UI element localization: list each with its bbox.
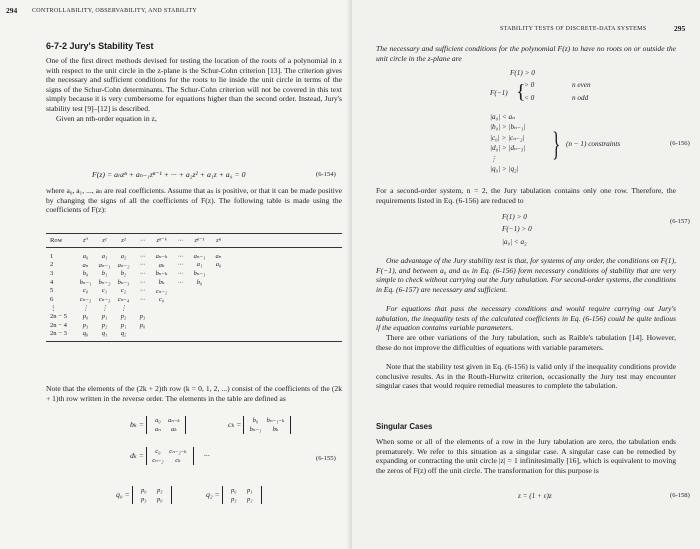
det-q2-cell: p₁: [246, 487, 253, 494]
det-d-k: [130, 447, 210, 465]
table-cell: [209, 321, 228, 330]
table-cell: a₁: [196, 261, 203, 269]
table-cell: ···: [178, 252, 183, 260]
table-cell: ···: [178, 261, 183, 269]
constraint-line: |b₀| > |bₙ₋₁|: [490, 123, 526, 132]
det-c-cell: b₀: [252, 417, 259, 424]
table-cell: [209, 295, 228, 304]
table-cell: 5: [50, 287, 54, 295]
det-q0-cell: p₃: [156, 487, 163, 494]
det-d-cell: c₀: [155, 448, 161, 455]
det-d-cell: cₙ₋₂: [152, 457, 164, 464]
equation-number-6-158: (6-158): [670, 492, 690, 499]
det-b-cell: a₀: [155, 417, 161, 424]
table-row: [50, 269, 228, 278]
reverse-order-paragraph: Note that the elements of the (2k + 2)th row (k = 0, 1, 2, ...) consist of the coefficients of the (2k + 1)th row written in the reverse order. The elements in the table are defined as: [46, 384, 342, 403]
table-row: [50, 295, 228, 304]
table-cell: c₂: [120, 287, 127, 295]
table-cell: aₖ: [158, 261, 165, 269]
singular-cases-heading: Singular Cases: [376, 422, 433, 431]
table-cell: ···: [178, 278, 183, 286]
table-cell: ⋮: [50, 304, 57, 312]
table-cell: p₁: [120, 321, 127, 329]
condition-fminus1-even: > 0: [524, 81, 535, 89]
table-cell: b₁: [101, 269, 108, 277]
table-header-cell: zⁿ⁻¹: [194, 237, 205, 245]
table-cell: ···: [140, 287, 145, 295]
table-cell: [190, 295, 209, 304]
constraint-line: |d₀| > |dₙ₋₃|: [490, 144, 526, 153]
table-cell: [171, 295, 190, 304]
det-c-cell: bₙ₋₁₋ₖ: [266, 417, 285, 424]
table-cell: [171, 329, 190, 338]
conditions-intro: The necessary and sufficient conditions for the polynomial F(z) to have no roots on or outside the unit circle in the z-plane are: [376, 44, 676, 63]
table-cell: b₂: [120, 269, 127, 277]
det-ellipsis: ···: [203, 450, 210, 460]
table-cell: p₂: [101, 321, 108, 329]
table-cell: [190, 321, 209, 330]
table-cell: cₙ₋₂: [155, 287, 168, 295]
constraint-list: [490, 112, 525, 174]
table-cell: [190, 286, 209, 295]
table-cell: 6: [50, 295, 54, 303]
table-cell: a₁: [101, 252, 108, 260]
table-row: [50, 321, 228, 330]
table-cell: bₙ₋₂: [98, 279, 111, 287]
det-d-matrix: [146, 447, 194, 465]
det-q2-matrix: [222, 486, 262, 504]
table-cell: [209, 312, 228, 321]
table-cell: ···: [178, 269, 183, 277]
table-cell: [152, 321, 171, 330]
table-cell: [133, 304, 152, 313]
table-cell: p₃: [82, 321, 89, 329]
table-cell: ···: [140, 269, 145, 277]
table-cell: [152, 304, 171, 313]
running-head-right: STABILITY TESTS OF DISCRETE-DATA SYSTEMS: [500, 26, 647, 32]
jury-table-body: [50, 252, 228, 338]
constraint-line: |a₀| < aₙ: [490, 113, 515, 121]
condition-fminus1-odd-note: n odd: [572, 94, 589, 102]
equation-6-154: F(z) = aₙzⁿ + aₙ₋₁zⁿ⁻¹ + ··· + a₂z² + a₁z + a₀ = 0: [92, 170, 246, 179]
table-cell: c₀: [158, 295, 165, 303]
table-cell: q₂: [120, 330, 127, 338]
table-cell: ···: [140, 278, 145, 286]
table-cell: [171, 312, 190, 321]
table-cell: cₙ₋₄: [117, 296, 130, 304]
det-d-cell: cₙ₋₂₋ₖ: [169, 448, 187, 455]
running-head-left: CONTROLLABILITY, OBSERVABILITY, AND STABILITY: [32, 8, 198, 14]
table-cell: p₁: [101, 312, 108, 320]
table-cell: aₙ₋₁: [193, 253, 206, 261]
det-q2-cell: p₃: [230, 496, 237, 503]
table-cell: p₂: [120, 312, 127, 320]
det-q0-matrix: [132, 486, 172, 504]
table-cell: a₀: [215, 261, 222, 269]
intro-paragraph: [46, 56, 342, 123]
det-q2-cell: p₀: [230, 487, 237, 494]
para1-text: One of the first direct methods devised for testing the location of the roots of a polynomial in z with respect to the unit circle in the z-plane is the Schur-Cohn criterion [13]. The criterion gives the necessary and sufficient conditions for the roots to lie inside the unit circle in terms of the signs of the Schur-Cohn determinants. The Schur-Cohn criterion will not be covered in this text simply because it is very cumbersome for equations higher than the second order. Instead, Jury's stability test [9]–[12] is described.: [46, 56, 342, 113]
table-header-cell: zⁿ: [216, 236, 221, 244]
table-cell: 4: [50, 278, 54, 286]
table-cell: ···: [140, 295, 145, 303]
det-b-lhs: bₖ =: [130, 419, 144, 429]
table-cell: aₙ₋₁: [98, 261, 111, 269]
condition-fminus1-odd: < 0: [524, 94, 535, 102]
table-cell: [190, 329, 209, 338]
table-cell: bₙ₋₃: [117, 279, 130, 287]
table-cell: c₀: [82, 287, 89, 295]
table-row: [50, 312, 228, 321]
table-cell: [209, 329, 228, 338]
equation-number-6-155: (6-155): [316, 455, 336, 462]
table-cell: [171, 304, 190, 313]
constraint-line: |q₀| > |q₂|: [490, 165, 519, 174]
second-order-paragraph: For a second-order system, n = 2, the Jury tabulation contains only one row. Therefore, the requirements listed in Eq. (6-156) are reduced to: [376, 186, 676, 205]
eq157-line3: |a₀| < a₂: [502, 238, 527, 246]
page-number-right: 295: [674, 24, 686, 33]
table-row: [50, 286, 228, 295]
det-c-cell: bₙ₋₁: [249, 426, 262, 433]
table-row: [50, 304, 228, 313]
table-cell: a₂: [120, 252, 127, 260]
table-cell: 2: [50, 261, 54, 269]
det-b-k: [130, 416, 186, 434]
table-cell: ⋮: [82, 304, 89, 312]
table-cell: [209, 304, 228, 313]
condition-fminus1-even-note: n even: [572, 81, 591, 89]
det-b-matrix: [146, 416, 186, 434]
det-c-cell: bₖ: [272, 426, 279, 433]
table-cell: [209, 269, 228, 278]
det-c-k: [228, 416, 291, 434]
table-cell: [171, 321, 190, 330]
det-q0-cell: p₃: [140, 496, 147, 503]
det-q2-lhs: q₂ =: [206, 489, 220, 499]
det-q0-cell: p₀: [140, 487, 147, 494]
table-header-cell: Row: [50, 236, 63, 244]
det-b-cell: aₖ: [171, 426, 177, 433]
condition-brace: {: [516, 81, 526, 103]
table-cell: q₀: [82, 330, 89, 338]
condition-fminus1-lhs: F(−1): [490, 89, 508, 97]
constraint-line: ⋮: [490, 154, 498, 163]
table-header-cell: ···: [178, 236, 183, 244]
table-row: [50, 261, 228, 270]
page-number-left: 294: [6, 6, 18, 15]
advantage-paragraph: One advantage of the Jury stability test is that, for systems of any order, the conditions on F(1), F(−1), and between a₀ and aₙ in Eq. (6-156) form necessary conditions of stability that are very simple to check without carrying out the Jury tabulation. For second-order systems, the conditions in Eq. (6-157) are necessary and sufficient.: [376, 256, 676, 294]
table-cell: [171, 286, 190, 295]
table-cell: b₀: [196, 278, 203, 286]
table-cell: cₙ₋₂: [79, 296, 92, 304]
det-b-cell: aₙ₋ₖ: [167, 417, 180, 424]
table-cell: p₃: [139, 312, 146, 320]
constraints-brace: }: [552, 126, 561, 163]
table-cell: [133, 329, 152, 338]
table-row: [50, 329, 228, 338]
det-q2-cell: p₂: [246, 496, 253, 503]
table-cell: b₀: [82, 269, 89, 277]
table-header-cell: zⁿ⁻ᵏ: [156, 237, 167, 245]
table-header-cell: z⁰: [82, 237, 89, 245]
det-d-cell: cₖ: [175, 457, 181, 464]
table-row: [50, 252, 228, 261]
equation-6-158: z = (1 + ε)z: [518, 492, 552, 500]
constraints-label: (n − 1) constraints: [566, 140, 621, 148]
table-cell: ⋮: [120, 304, 127, 312]
equation-number-6-154: (6-154): [316, 171, 336, 178]
table-cell: p₀: [82, 312, 89, 320]
table-cell: a₀: [82, 252, 89, 260]
table-header-cell: ···: [140, 236, 145, 244]
table-cell: [209, 278, 228, 287]
table-cell: bₙ₋₁: [79, 279, 92, 287]
det-q0-cell: p₀: [156, 496, 163, 503]
table-cell: [152, 312, 171, 321]
table-bottom-rule: [46, 341, 342, 342]
table-cell: 2n − 5: [50, 312, 67, 320]
table-header-rule: [46, 247, 342, 248]
table-header-cell: z²: [121, 236, 126, 244]
table-cell: aₙ₋₂: [117, 261, 130, 269]
table-cell: [209, 286, 228, 295]
table-cell: ···: [140, 261, 145, 269]
table-cell: 2n − 4: [50, 321, 67, 329]
det-q0-lhs: q₀ =: [116, 489, 130, 499]
table-cell: c₁: [101, 287, 108, 295]
variable-parameters-paragraph: For equations that pass the necessary conditions and would require carrying out Jury's tabulation, the inequality tests of the calculated coefficients in Eq. (6-156) could be quite tedious if the equation contains variable parameters.: [376, 304, 676, 333]
table-cell: aₙ₋ₖ: [155, 253, 168, 261]
table-cell: 1: [50, 252, 54, 260]
singular-cases-paragraph: When some or all of the elements of a row in the Jury tabulation are zero, the tabulation ends prematurely. We refer to this situation as a singular case. A singular case can be remedied by expanding or contracting the unit circle |z| = 1 infinitesimally [16], which is equivalent to moving the zeros of F(z) off the unit circle. The transformation for this purpose is: [376, 437, 676, 475]
det-b-cell: aₙ: [154, 426, 161, 433]
table-top-rule: [46, 233, 342, 234]
table-cell: cₙ₋₃: [98, 296, 111, 304]
equation-number-6-156: (6-156): [670, 140, 690, 147]
table-cell: ···: [140, 252, 145, 260]
table-cell: aₙ: [215, 253, 222, 261]
condition-f1: F(1) > 0: [510, 69, 535, 77]
para1-tail: Given an nth-order equation in z,: [56, 113, 157, 123]
det-q2: [206, 486, 262, 504]
table-cell: 3: [50, 269, 54, 277]
det-c-matrix: [243, 416, 291, 434]
table-cell: 2n − 3: [50, 330, 67, 338]
det-q0: [116, 486, 172, 504]
table-header-cell: z¹: [102, 236, 107, 244]
table-cell: p₀: [139, 321, 146, 329]
table-cell: bₖ: [158, 279, 165, 287]
right-page: [352, 0, 700, 549]
table-cell: bₙ₋₁: [193, 270, 206, 278]
table-header-row: [50, 236, 228, 245]
jury-table: [50, 236, 228, 245]
table-cell: bₙ₋ₖ: [155, 270, 168, 278]
table-cell: [152, 329, 171, 338]
det-c-lhs: cₖ =: [228, 419, 242, 429]
table-cell: ⋮: [101, 304, 108, 312]
eq157-line2: F(−1) > 0: [502, 225, 532, 233]
constraint-line: |c₀| > |cₙ₋₂|: [490, 133, 525, 142]
table-cell: [190, 304, 209, 313]
eq157-line1: F(1) > 0: [502, 213, 527, 221]
det-d-lhs: dₖ =: [130, 450, 144, 460]
table-cell: [190, 312, 209, 321]
table-row: [50, 278, 228, 287]
validity-note-paragraph: Note that the stability test given in Eq. (6-156) is valid only if the inequality conditions provide conclusive results. As in the Routh-Hurwitz criterion, occasionally the Jury test may encounter singular cases that would require remedial measures to complete the tabulation.: [376, 362, 676, 391]
equation-number-6-157: (6-157): [670, 218, 690, 225]
variations-paragraph: There are other variations of the Jury tabulation, such as Raible's tabulation [14]. However, these do not improve the difficulties of equations with variable parameters.: [376, 333, 676, 352]
section-title: 6-7-2 Jury's Stability Test: [46, 41, 154, 51]
table-cell: aₙ: [82, 261, 89, 269]
table-cell: q₁: [101, 330, 108, 338]
coefficients-paragraph: where a₀, a₁, ..., aₙ are real coefficients. Assume that aₙ is positive, or that it can be made positive by changing the signs of all the coefficients of F(z). The following table is made using the coefficients of F(z):: [46, 186, 342, 215]
